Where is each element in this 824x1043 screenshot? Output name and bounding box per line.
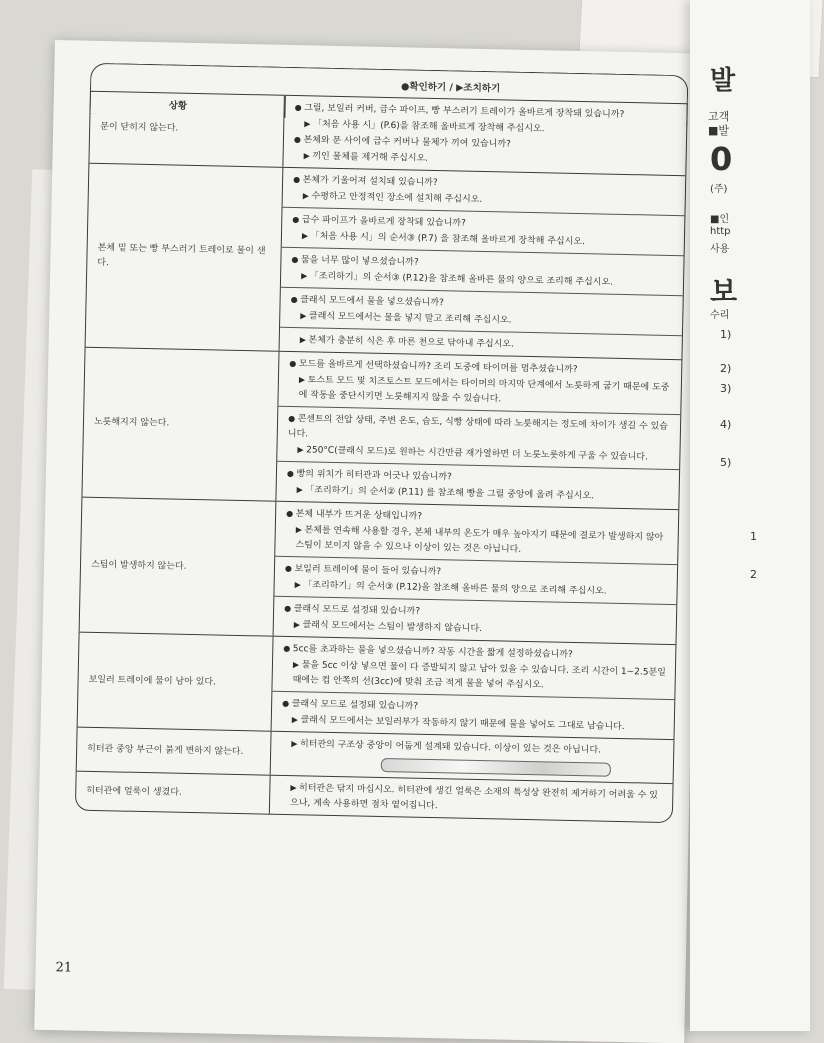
situation-cell: 문이 닫히지 않는다. bbox=[89, 92, 284, 167]
situation-cell: 본체 밑 또는 빵 부스러기 트레이로 물이 샌다. bbox=[86, 164, 284, 351]
check-action: ▶ 클래식 모드에서는 보일러부가 작동하지 않기 때문에 물을 넣어도 그대로 남습니다. bbox=[282, 712, 666, 736]
right-page-text: 발 bbox=[710, 66, 736, 96]
check-question: ● 모드를 올바르게 선택하셨습니까? 조리 도중에 타이머를 멈추셨습니까? bbox=[289, 356, 673, 380]
table-row bbox=[82, 347, 681, 509]
check-question: ● 클래식 모드로 설정돼 있습니까? bbox=[282, 696, 666, 720]
check-column bbox=[271, 732, 674, 783]
right-page-text: 5) bbox=[720, 456, 732, 469]
check-question: ● 보일러 트레이에 물이 들어 있습니까? bbox=[285, 561, 669, 585]
check-question: ● 물을 너무 많이 넣으셨습니까? bbox=[291, 252, 675, 276]
table-row bbox=[86, 163, 686, 359]
check-question: ● 그릴, 보일러 커버, 급수 파이프, 빵 부스러기 트레이가 올바르게 장착돼 있습니까? bbox=[294, 100, 678, 124]
check-cell bbox=[272, 691, 675, 739]
check-question: ● 본체와 문 사이에 급수 커버나 물체가 끼여 있습니까? bbox=[294, 132, 678, 156]
situation-cell: 히터관에 얼룩이 생겼다. bbox=[76, 772, 271, 814]
right-page-text: 0 bbox=[710, 140, 733, 178]
check-cell bbox=[283, 96, 686, 175]
check-action: ▶ 「조리하기」의 순서② (P.11) 를 참조해 빵을 그릴 중앙에 올려 주십시오. bbox=[286, 482, 670, 506]
table-row bbox=[78, 632, 676, 739]
right-page-text: 2) bbox=[720, 362, 732, 375]
right-page-text: 3) bbox=[720, 382, 732, 395]
right-page-text: 1 bbox=[750, 530, 757, 543]
check-action: ▶ 250°C(클래식 모드)로 원하는 시간만큼 재가열하면 더 노릇노릇하게 구울 수 있습니다. bbox=[287, 442, 671, 466]
check-question: ● 5cc를 초과하는 물을 넣으셨습니까? 작동 시간을 짧게 설정하셨습니까? bbox=[283, 641, 667, 665]
right-page-text: ■인 bbox=[710, 214, 730, 225]
check-question: ● 클래식 모드로 설정돼 있습니까? bbox=[284, 601, 668, 625]
check-cell bbox=[276, 461, 679, 509]
check-action: ▶ 본체가 충분히 식은 후 마른 천으로 닦아내 주십시오. bbox=[290, 332, 674, 356]
right-page-text: http bbox=[710, 226, 731, 237]
check-action: ▶ 클래식 모드에서는 물을 넣지 말고 조리해 주십시오. bbox=[290, 308, 674, 332]
check-question: ● 클래식 모드에서 물을 넣으셨습니까? bbox=[290, 292, 674, 316]
table-row bbox=[80, 497, 679, 644]
check-action: ▶ 「조리하기」의 순서③ (P.12)을 참조해 올바른 물의 양으로 조리해 주십시오. bbox=[291, 268, 675, 292]
header-action: ●확인하기 / ▶조치하기 bbox=[400, 81, 501, 95]
right-page-text: ■발 bbox=[708, 124, 730, 137]
situation-cell: 스팀이 발생하지 않는다. bbox=[80, 498, 277, 636]
check-action: ▶ 「처음 사용 시」(P.6)을 참조해 올바르게 장착해 주십시오. bbox=[294, 116, 678, 140]
check-question: ● 급수 파이프가 올바르게 장착돼 있습니까? bbox=[292, 212, 676, 236]
check-question: ● 본체 내부가 뜨거운 상태입니까? bbox=[286, 506, 670, 530]
right-page-text: 사용 bbox=[710, 244, 730, 255]
check-question: ● 콘센트의 전압 상태, 주변 온도, 습도, 식빵 상태에 따라 노릇해지는 정도에 차이가 생길 수 있습니다. bbox=[288, 411, 673, 450]
check-action: ▶ 토스트 모드 및 치즈토스트 모드에서는 타이머의 마지막 단계에서 노릇하게 굽기 때문에 도중에 작동을 중단시키면 노릇해지지 않을 수 있습니다. bbox=[288, 372, 673, 411]
right-page-text: 수리 bbox=[710, 310, 730, 321]
check-column bbox=[283, 96, 686, 175]
check-column bbox=[280, 168, 686, 359]
check-action: ▶ 히터관의 구조상 중앙이 어둡게 설계돼 있습니다. 이상이 있는 것은 아닙니다. bbox=[281, 736, 665, 760]
troubleshooting-table bbox=[75, 91, 688, 823]
check-action: ▶ 본체를 연속해 사용할 경우, 본체 내부의 온도가 매우 높아지기 때문에 결로가 발생하지 않아 스팀이 보이지 않을 수 있으나 이상이 있는 것은 아닙니다. bbox=[285, 522, 670, 561]
check-cell bbox=[278, 352, 681, 414]
right-page-text: 1) bbox=[720, 328, 732, 341]
header-situation: 상황 bbox=[168, 100, 188, 112]
check-cell bbox=[272, 637, 675, 699]
check-question: ● 빵의 위치가 히터관과 어긋나 있습니까? bbox=[287, 466, 671, 490]
check-cell bbox=[274, 596, 677, 644]
right-page-text: 4) bbox=[720, 418, 732, 431]
right-page bbox=[690, 0, 810, 1031]
check-column bbox=[274, 502, 679, 644]
check-cell bbox=[270, 776, 673, 822]
right-page-text: 보 bbox=[710, 275, 738, 308]
check-action: ▶ 히터관은 닦지 마십시오. 히터관에 생긴 얼룩은 소재의 특성상 완전히 제거하기 어려울 수 있으나, 계속 사용하면 점차 옅어집니다. bbox=[280, 780, 665, 819]
right-page-text: 고객 bbox=[708, 110, 730, 123]
check-action: ▶ 클래식 모드에서는 스팀이 발생하지 않습니다. bbox=[284, 617, 668, 641]
table-row bbox=[89, 92, 686, 175]
check-cell bbox=[277, 406, 680, 469]
check-column bbox=[270, 776, 673, 822]
right-page-text: 2 bbox=[750, 568, 757, 581]
situation-cell: 보일러 트레이에 물이 남아 있다. bbox=[78, 633, 274, 731]
check-cell bbox=[275, 502, 678, 564]
check-action: ▶ 「처음 사용 시」의 순서③ (P.7) 을 참조해 올바르게 장착해 주십시오. bbox=[292, 228, 676, 252]
heater-tube-image bbox=[381, 758, 611, 777]
situation-cell: 히터관 중앙 부근이 붉게 변하지 않는다. bbox=[77, 728, 272, 775]
check-action: ▶ 「조리하기」의 순서③ (P.12)을 참조해 올바른 물의 양으로 조리해 주십시오. bbox=[284, 577, 668, 601]
check-action: ▶ 끼인 물체를 제거해 주십시오. bbox=[293, 148, 677, 172]
right-page-text: (주) bbox=[710, 184, 728, 195]
check-question: ● 본체가 기울어져 설치돼 있습니까? bbox=[293, 172, 677, 196]
situation-cell: 노릇해지지 않는다. bbox=[82, 348, 279, 501]
check-column bbox=[276, 352, 681, 509]
check-column bbox=[272, 637, 676, 739]
manual-page bbox=[34, 40, 705, 1043]
check-action: ▶ 물을 5cc 이상 넣으면 물이 다 증발되지 않고 남아 있을 수 있습니다. 조리 시간이 1~2.5분일 때에는 컵 안쪽의 선(3cc)에 맞춰 조금 적게 물을 넣어 주십시오. bbox=[282, 657, 667, 696]
page-number: 21 bbox=[55, 960, 73, 976]
check-cell bbox=[271, 732, 674, 783]
check-action: ▶ 수평하고 안정적인 장소에 설치해 주십시오. bbox=[293, 188, 677, 212]
